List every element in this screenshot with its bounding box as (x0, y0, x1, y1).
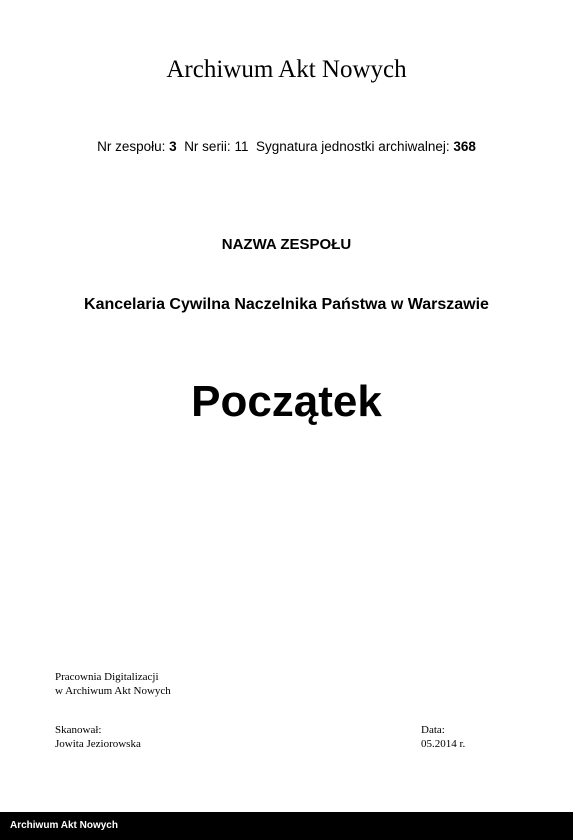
scanned-by-label: Skanował: (55, 724, 102, 736)
fond-name-heading: NAZWA ZESPOŁU (221, 236, 352, 253)
footer-text: Archiwum Akt Nowych (10, 820, 118, 831)
fond-name: Kancelaria Cywilna Naczelnika Państwa w Warszawie (84, 296, 489, 313)
archive-title: Archiwum Akt Nowych (166, 56, 407, 83)
lab-line-1: Pracownia Digitalizacji (55, 671, 159, 683)
series-number: 11 (234, 139, 249, 154)
scanned-by-block (55, 723, 141, 751)
digitization-lab-block (55, 670, 171, 698)
date-label: Data: (421, 724, 445, 736)
footer-bar (0, 812, 573, 840)
scanned-by-name: Jowita Jeziorowska (55, 738, 141, 750)
signature-label: Sygnatura jednostki archiwalnej: (255, 139, 450, 154)
document-title: Początek (191, 377, 382, 426)
fond-number-label: Nr zespołu: (97, 139, 166, 154)
lab-line-2: w Archiwum Akt Nowych (55, 685, 171, 697)
date-value: 05.2014 r. (421, 738, 466, 750)
signature-number: 368 (453, 139, 476, 154)
date-block (421, 723, 465, 751)
series-number-label: Nr serii: (184, 139, 231, 154)
fond-number: 3 (169, 139, 177, 154)
archival-unit-metadata (0, 139, 573, 154)
